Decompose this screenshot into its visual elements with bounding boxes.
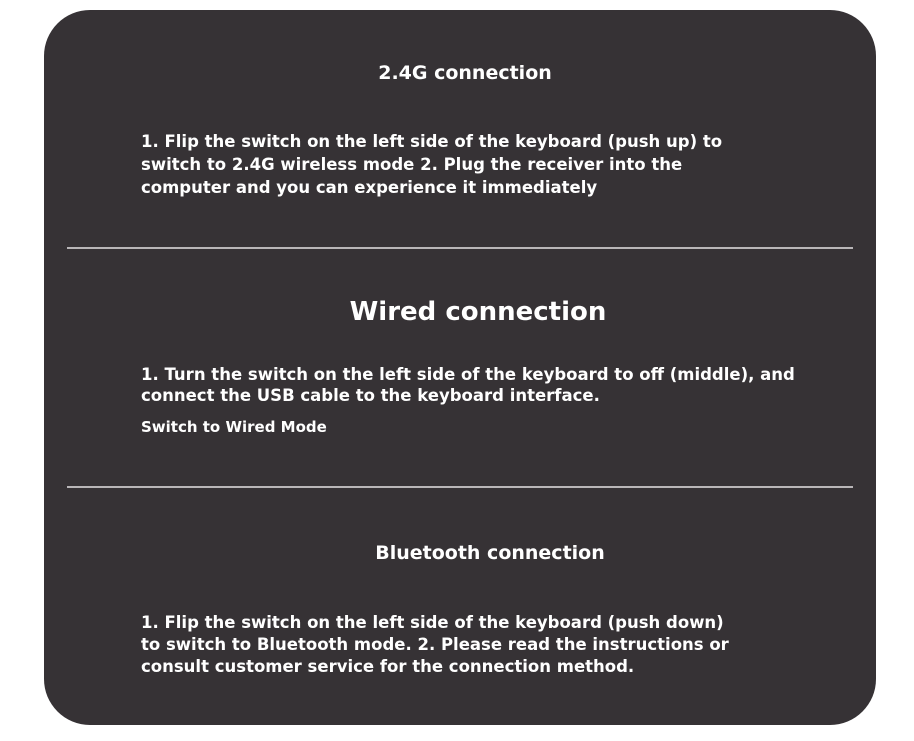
section-note-wired: Switch to Wired Mode <box>141 418 327 436</box>
section-title-bluetooth: Bluetooth connection <box>375 542 605 564</box>
section-body-bluetooth: 1. Flip the switch on the left side of the keyboard (push down) to switch to Bluetooth mode. 2. Please read the instructions or consult customer service for the connection method. <box>141 613 729 676</box>
instructions-panel <box>44 10 876 725</box>
section-body-wired: 1. Turn the switch on the left side of the keyboard to off (middle), and connect the USB cable to the keyboard interface. <box>141 365 795 405</box>
section-divider <box>67 247 853 249</box>
section-title-wired: Wired connection <box>349 297 607 327</box>
section-title-2-4g: 2.4G connection <box>378 62 552 84</box>
section-body-2-4g: 1. Flip the switch on the left side of the keyboard (push up) to switch to 2.4G wireless mode 2. Plug the receiver into the computer and you can experience it immediately <box>141 132 723 197</box>
section-divider <box>67 486 853 488</box>
